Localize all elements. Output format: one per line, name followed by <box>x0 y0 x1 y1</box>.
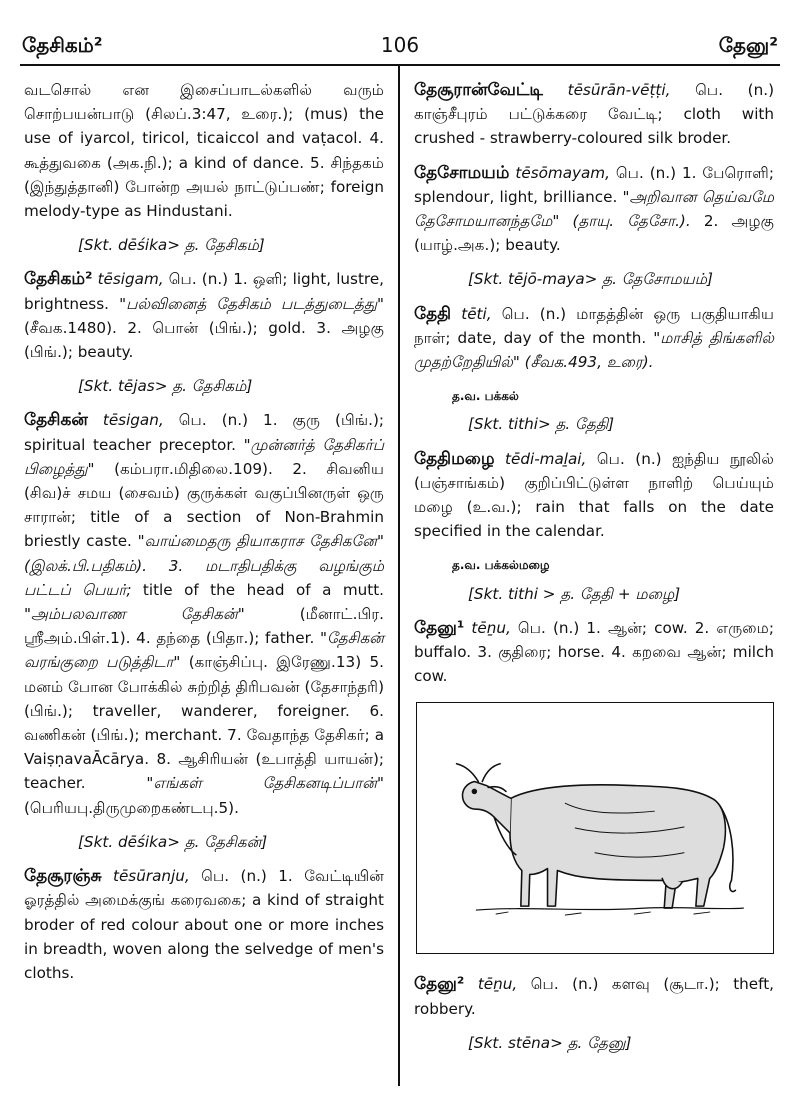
entry-definition: title of the head of a mutt. <box>142 580 384 599</box>
entry-definition: பெ. (n.) 1. ஒளி; light, lustre, brightness. <box>24 270 385 313</box>
left-column <box>24 78 384 995</box>
entry-quotation: "அம்பலவாண தேசிகன்" <box>24 605 245 624</box>
etymology-note: [Skt. tithi> த. தேதி] <box>468 415 615 434</box>
entry-headword: தேசோமயம் <box>414 162 510 183</box>
cow-illustration <box>416 702 774 954</box>
entry-quotation: "மாசித் திங்களில் முதற்றேதியில்" (சீவக.493, உரை). <box>414 328 774 372</box>
dictionary-entry <box>414 972 774 1020</box>
entry-transliteration: tēṉu, <box>477 975 518 994</box>
entry-definition: பெ. (n.) ஐந்திய நூலில் (பஞ்சாங்கம்) குறிப்பிட்டுள்ள நாளிற் பெய்யும் மழை (உ.வ.); rain that falls on the date specified in the calendar. <box>414 449 775 541</box>
page-header <box>0 0 800 60</box>
right-column <box>414 78 774 1065</box>
entry-headword: தேதி <box>414 303 452 324</box>
right-guide-word: தேனு² <box>718 33 778 57</box>
cross-reference: த.வ. பக்கல்மழை <box>452 558 550 573</box>
etymology-note: [Skt. dēśika> த. தேசிகம்] <box>78 236 265 255</box>
etymology-note: [Skt. tējas> த. தேசிகம்] <box>78 377 253 396</box>
entry-transliteration: tēsūrān-vēṭṭi, <box>567 81 671 99</box>
entry-transliteration: tēṉu, <box>471 618 511 637</box>
entry-transliteration: tēsigam, <box>97 270 164 289</box>
entry-definition: பெ. (n.) காஞ்சீபுரம் பட்டுக்கரை வேட்டி; cloth with crushed - strawberry-coloured silk broder. <box>414 81 774 148</box>
dictionary-entry <box>24 267 384 364</box>
entry-definition: (காஞ்சிப்பு. இரேணு.13) 5. மனம் போன போக்கில் சுற்றித் திரிபவன் (தேசாந்தரி) (பிங்.); traveller, wanderer, foreigner. 6. வணிகன் (பிங்.); merchant. 7. வேதாந்த தேசிகர்; a VaiṣṇavaĀcārya. 8. ஆசிரியன் (உபாத்தி யாயன்); teacher. <box>24 653 384 793</box>
entry-definition: (மீனாட்.பிர. ஸ்ரீஅம்.பிள்.1). 4. தந்தை (பிதா.); father. <box>24 605 384 648</box>
entry-definition: (கம்பரா.மிதிலை.109). 2. சிவனிய (சிவ)ச் சமய (சைவம்) குருக்கள் வகுப்பினருள் ஒரு சாரான்; title of a section of Non-Brahmin briestly caste. <box>24 459 384 551</box>
header-rule <box>20 64 780 66</box>
dictionary-entry <box>24 864 384 985</box>
page-number: 106 <box>380 33 420 57</box>
entry-transliteration: tēti, <box>461 304 492 323</box>
entry-quotation: "பல்வினைத் தேசிகம் படத்துடைத்து" <box>119 294 384 313</box>
entry-definition: பெ. (n.) 1. ஆன்; cow. 2. எருமை; buffalo. 3. குதிரை; horse. 4. கறவை ஆன்; milch cow. <box>414 618 774 686</box>
entry-definition: (சீவக.1480). 2. பொன் (பிங்.); gold. 3. அழகு (பிங்.); beauty. <box>24 318 384 362</box>
entry-definition: பெ. (n.) 1. குரு (பிங்.); spiritual teacher preceptor. <box>24 411 385 454</box>
dictionary-entry <box>414 78 774 151</box>
entry-headword: தேனு² <box>414 974 465 995</box>
entry-quotation: "அறிவான தெய்வமே தேசோமயானந்தமே" (தாயு. தேசோ.). <box>414 187 775 231</box>
entry-transliteration: tēsigan, <box>102 411 164 430</box>
entry-definition: பெ. (n.) களவு (சூடா.); theft, robbery. <box>414 975 775 1018</box>
dictionary-entry <box>414 302 774 375</box>
left-guide-word: தேசிகம்² <box>22 33 103 57</box>
etymology-note: [Skt. tējō-maya> த. தேசோமயம்] <box>468 270 713 289</box>
entry-headword: தேசூரான்வேட்டி <box>414 80 543 100</box>
entry-continuation: வடசொல் என இசைப்பாடல்களில் வரும் சொற்பயன்பாடு (சிலப்.3:47, உரை.); (mus) the use of iyarcol, tiricol, ticaiccol and vaṭacol. 4. கூத்துவகை (அக.நி.); a kind of dance. 5. சிந்தகம் (இந்துத்தானி) போன்ற அயல் நாட்டுப்பண்; foreign melody-type as Hindustani. <box>24 81 384 221</box>
entry-transliteration: tēsōmayam, <box>515 163 610 182</box>
entry-transliteration: tēsūranju, <box>113 867 190 886</box>
column-divider <box>398 66 400 1086</box>
entry-headword: தேசிகன் <box>24 410 88 431</box>
etymology-note: [Skt. stēna> த. தேனு] <box>468 1033 632 1052</box>
dictionary-entry <box>414 616 774 689</box>
entry-quotation: "முன்னர்த் தேசிகர்ப் பிழைத்து" <box>24 435 384 478</box>
entry-definition: (பெரியபு.திருமுறைகண்டபு.5). <box>24 798 239 817</box>
dictionary-entry <box>24 408 384 819</box>
entry-quotation: "வாய்மைதரு தியாகராச தேசிகனே" (இலக்.பி.பதிகம்). 3. மடாதிபதிக்கு வழங்கும் பட்டப் பெயர்; <box>24 532 385 599</box>
entry-definition: 2. அழகு (யாழ்.அக.); beauty. <box>414 212 774 255</box>
etymology-note: [Skt. dēśika> த. தேசிகன்] <box>78 832 268 851</box>
etymology-note: [Skt. tithi > த. தேதி + மழை] <box>468 584 681 603</box>
entry-quotation: "எங்கள் தேசிகனடிப்பான்" <box>146 774 384 793</box>
cross-reference: த.வ. பக்கல் <box>452 389 519 404</box>
entry-definition: பெ. (n.) 1. வேட்டியின் ஓரத்தில் அமைக்குங் கரைவகை; a kind of straight broder of red colour about one or more inches in breadth, woven along the selvedge of men's cloths. <box>24 867 385 982</box>
cow-drawing <box>417 703 773 953</box>
dictionary-entry <box>414 447 774 544</box>
entry-quotation: "தேசிகன் வரங்குறை படுத்திடா" <box>24 629 385 672</box>
entry-headword: தேசிகம்² <box>24 269 93 290</box>
entry-headword: தேசூரஞ்சு <box>24 866 102 887</box>
entry-headword: தேதிமழை <box>414 448 495 469</box>
dictionary-entry <box>414 161 774 258</box>
entry-headword: தேனு¹ <box>414 617 465 638</box>
entry-definition: பெ. (n.) மாதத்தின் ஒரு பகுதியாகிய நாள்; date, day of the month. <box>414 304 775 347</box>
entry-transliteration: tēdi-maḻai, <box>505 449 587 468</box>
entry-definition: பெ. (n.) 1. பேரொளி; splendour, light, brilliance. <box>414 163 774 206</box>
